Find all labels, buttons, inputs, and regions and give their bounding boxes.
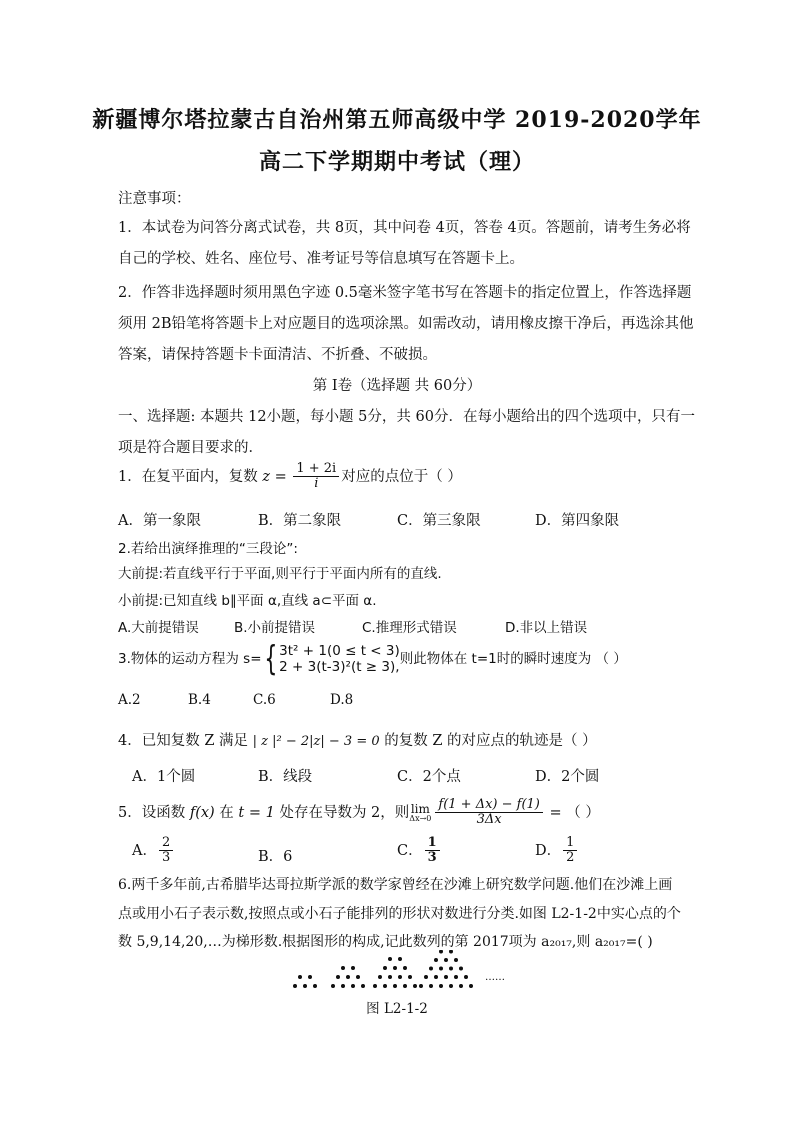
q3-case-2: 2 + 3(t-3)²(t ≥ 3), — [279, 659, 400, 675]
notes-item2-line3: 答案，请保持答题卡卡面清洁、不折叠、不破损。 — [118, 347, 437, 363]
dot — [313, 984, 317, 988]
dot — [293, 984, 297, 988]
dot — [383, 966, 387, 970]
dot — [459, 984, 463, 988]
dot — [439, 967, 443, 971]
q5-option-c-num: 1 — [425, 836, 440, 851]
dot — [378, 975, 382, 979]
dot — [449, 950, 453, 954]
dot — [444, 958, 448, 962]
dot — [398, 975, 402, 979]
q1-stem-post: 对应的点位于（ ） — [341, 468, 462, 485]
q5-lim-sub: Δx→0 — [409, 813, 432, 823]
dot — [341, 966, 345, 970]
q1-option-b: B．第二象限 — [258, 513, 342, 529]
dot — [429, 984, 433, 988]
q5-option-c-den: 3 — [427, 850, 437, 866]
dot — [351, 984, 355, 988]
dot — [308, 975, 312, 979]
dot — [469, 984, 473, 988]
q2-minor-premise: 小前提:已知直线 b∥平面 α,直线 a⊂平面 α. — [118, 593, 377, 609]
section-instructions-line1: 一、选择题: 本题共 12小题，每小题 5分，共 60分．在每小题给出的四个选项中，只有一 — [118, 409, 695, 425]
dot — [434, 975, 438, 979]
dot — [303, 984, 307, 988]
q1-option-d: D．第四象限 — [535, 513, 620, 529]
q4-formula: | z |² − 2|z| − 3 = 0 — [252, 734, 380, 749]
q5-option-d-den: 2 — [566, 850, 575, 866]
q3-brace: { — [263, 639, 277, 679]
figure-caption: 图 L2-1-2 — [366, 1001, 428, 1017]
question-6-line2: 点或用小石子表示数,按照点或小石子能排列的形状对数进行分类.如图 L2-1-2中实心点的个 — [118, 906, 681, 922]
question-1-stem — [118, 462, 462, 492]
dot — [424, 975, 428, 979]
dot — [449, 984, 453, 988]
q1-eq: = — [269, 468, 292, 485]
dot — [393, 984, 397, 988]
q5-fraction — [435, 798, 543, 828]
question-2-stem: 2.若给出演绎推理的“三段论”: — [118, 541, 298, 557]
dot — [444, 975, 448, 979]
q2-major-premise: 大前提:若直线平行于平面,则平行于平面内所有的直线. — [118, 566, 442, 582]
q5-option-d-fraction — [563, 836, 577, 866]
q5-denominator: 3Δx — [476, 812, 502, 828]
notes-item1-line1: 1．本试卷为问答分离式试卷，共 8页，其中问卷 4页，答卷 4页。答题前，请考生务必将 — [118, 220, 691, 236]
notes-item2-line1: 2．作答非选择题时须用黑色字迹 0.5毫米签字笔书写在答题卡的指定位置上，作答选择题 — [118, 285, 692, 301]
q3-stem-post: 则此物体在 t=1时的瞬时速度为 （ ） — [399, 651, 627, 667]
dot — [459, 967, 463, 971]
dot — [408, 975, 412, 979]
q3-stem-pre: 3.物体的运动方程为 s= — [118, 651, 262, 667]
q5-lim — [409, 803, 431, 823]
dot — [439, 984, 443, 988]
q5-option-b: B．6 — [258, 849, 293, 865]
dot — [464, 975, 468, 979]
q5-option-c — [397, 836, 442, 866]
q5-option-a-num: 2 — [159, 836, 173, 851]
q5-option-d-label: D． — [535, 842, 562, 859]
q5-option-a — [132, 836, 175, 866]
trapezoid-dot-figure — [290, 950, 520, 995]
q1-denominator: i — [314, 476, 319, 492]
question-4-stem — [118, 729, 597, 750]
dot — [439, 950, 443, 954]
q3-case-1: 3t² + 1(0 ≤ t < 3) — [279, 643, 400, 659]
section-instructions-line2: 项是符合题目要求的． — [118, 440, 263, 456]
dot — [341, 984, 345, 988]
q1-fraction — [293, 462, 339, 492]
q4-stem-post: 的复数 Z 的对应点的轨迹是（ ） — [379, 733, 597, 749]
dot — [454, 958, 458, 962]
q3-option-b: B.4 — [188, 692, 211, 708]
exam-title-line2: 高二下学期期中考试（理） — [258, 149, 535, 175]
volume-title: 第 I卷（选择题 共 60分） — [312, 378, 482, 394]
q4-option-b: B．线段 — [258, 769, 313, 785]
dot — [356, 975, 360, 979]
q5-option-c-label: C． — [397, 842, 423, 859]
q5-fx: f(x) — [189, 804, 215, 821]
q5-lim-word: lim — [410, 801, 430, 816]
dot — [403, 984, 407, 988]
q2-option-b: B.小前提错误 — [234, 620, 316, 636]
dot — [449, 967, 453, 971]
dot — [434, 958, 438, 962]
question-6-line3: 数 5,9,14,20,…为梯形数.根据图形的构成,记此数列的第 2017项为 a₂₀₁₇,则 a₂₀₁₇=( ) — [118, 934, 653, 950]
question-5-stem — [118, 798, 600, 828]
q1-option-c: C．第三象限 — [397, 513, 481, 529]
q5-option-c-fraction — [425, 836, 440, 866]
q5-option-a-label: A． — [132, 842, 157, 859]
dot — [373, 984, 377, 988]
q4-option-d: D．2个圆 — [535, 769, 600, 785]
q5-option-a-den: 3 — [161, 850, 171, 866]
q4-option-c: C．2个点 — [397, 769, 461, 785]
dot — [419, 984, 423, 988]
q3-option-d: D.8 — [330, 692, 354, 708]
q3-option-a: A.2 — [118, 692, 141, 708]
dot — [403, 966, 407, 970]
q5-numerator: f(1 + Δx) − f(1) — [435, 798, 543, 813]
dot — [413, 984, 417, 988]
question-6-line1: 6.两千多年前,古希腊毕达哥拉斯学派的数学家曾经在沙滩上研究数学问题.他们在沙滩上画 — [118, 877, 673, 893]
dot — [383, 984, 387, 988]
q2-option-d: D.非以上错误 — [505, 620, 588, 636]
q5-stem-post: = （ ） — [544, 804, 600, 821]
q5-option-a-fraction — [159, 836, 173, 866]
q5-t1: t = 1 — [238, 804, 275, 821]
dot — [388, 957, 392, 961]
dot — [298, 975, 302, 979]
q2-option-a: A.大前提错误 — [118, 620, 199, 636]
q1-option-a: A．第一象限 — [118, 513, 201, 529]
dot — [429, 967, 433, 971]
q5-stem-pre: 5．设函数 — [118, 804, 190, 821]
q2-option-c: C.推理形式错误 — [362, 620, 457, 636]
dot — [336, 975, 340, 979]
q1-var: z — [262, 468, 270, 485]
dot — [346, 975, 350, 979]
q4-stem-pre: 4．已知复数 Z 满足 — [118, 733, 253, 749]
dot — [361, 984, 365, 988]
figure-ellipsis: …… — [485, 972, 505, 983]
q5-option-d-num: 1 — [563, 836, 577, 851]
exam-title-line1: 新疆博尔塔拉蒙古自治州第五师高级中学 2019-2020学年 — [92, 107, 702, 133]
notes-item2-line2: 须用 2B铅笔将答题卡上对应题目的选项涂黑。如需改动，请用橡皮擦干净后，再选涂其他 — [118, 316, 694, 332]
dot — [351, 966, 355, 970]
notes-item1-line2: 自己的学校、姓名、座位号、准考证号等信息填写在答题卡上。 — [118, 251, 524, 267]
question-3-stem — [118, 639, 627, 679]
q3-option-c: C.6 — [253, 692, 276, 708]
q3-cases — [279, 643, 400, 675]
q5-mid2: 处存在导数为 2，则 — [274, 804, 410, 821]
q5-mid: 在 — [214, 804, 239, 821]
dot — [398, 957, 402, 961]
dot — [393, 966, 397, 970]
dot — [331, 984, 335, 988]
q1-stem-pre: 1．在复平面内，复数 — [118, 468, 263, 485]
notes-heading: 注意事项： — [118, 191, 191, 207]
q1-numerator: 1 + 2i — [293, 462, 339, 477]
q5-option-d — [535, 836, 579, 866]
dot — [388, 975, 392, 979]
q4-option-a: A．1个圆 — [132, 769, 196, 785]
dot — [454, 975, 458, 979]
